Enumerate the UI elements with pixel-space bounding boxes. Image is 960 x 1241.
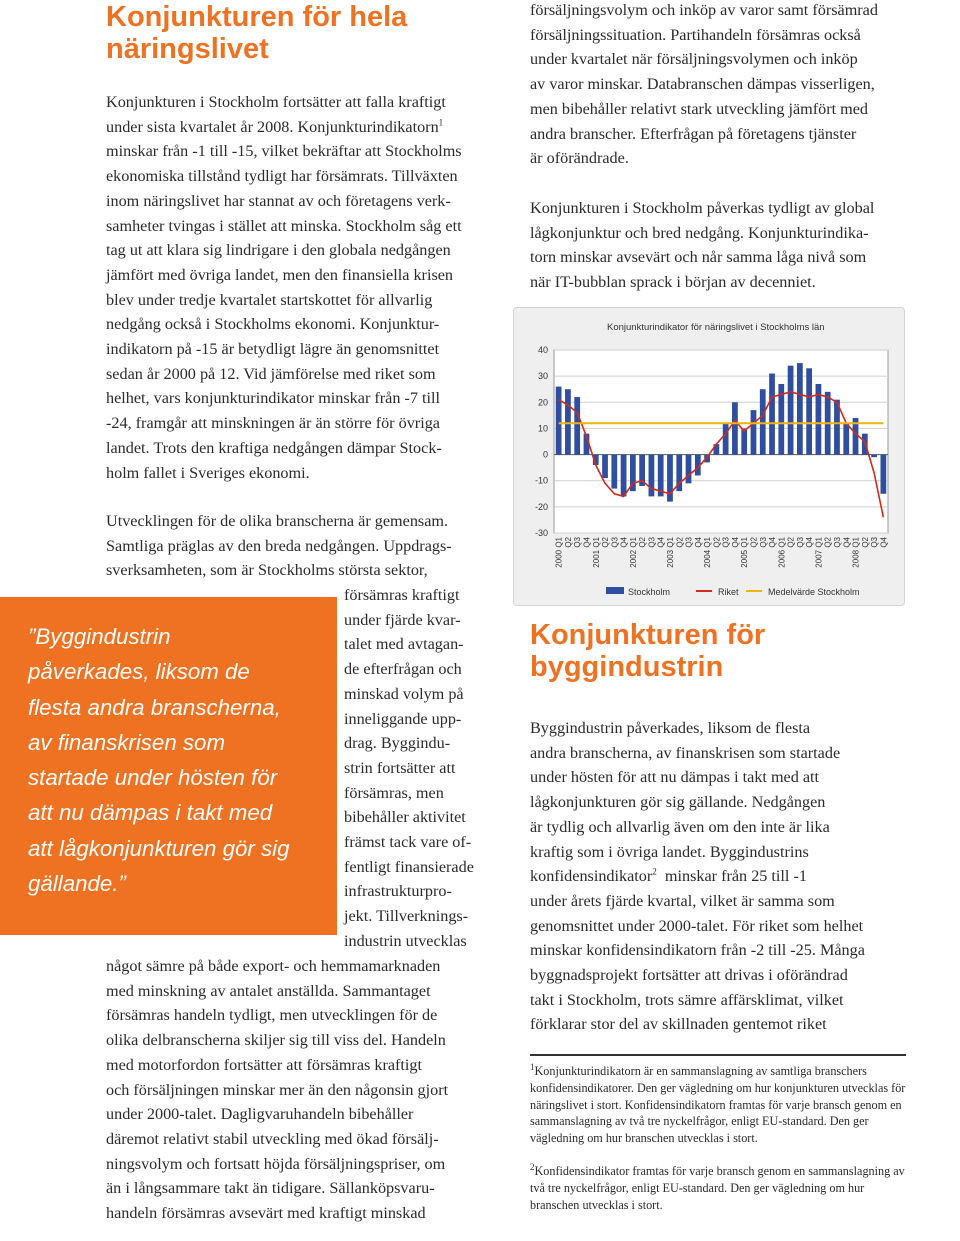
text-line: andra branscher. Efterfrågan på företagens tjänster <box>530 124 857 143</box>
text-line: bibehåller aktivitet <box>344 808 466 827</box>
text-line: under kvartalet när försäljningsvolymen och inköp <box>530 50 858 69</box>
text-line: är tydlig och allvarlig även om den inte är lika <box>530 817 830 836</box>
text-line: försämras handeln tydligt, men utvecklingen för de <box>106 1006 438 1025</box>
x-tick-label: 2001 Q1 <box>591 537 601 568</box>
x-tick-label: 2000 Q1 <box>554 537 564 568</box>
text-line: däremot relativt stabil utveckling med ökad försälj- <box>106 1129 439 1148</box>
text-line: Konjunkturen i Stockholm påverkas tydligt av global <box>530 199 875 217</box>
bar-stockholm <box>760 389 766 454</box>
bar-stockholm <box>788 366 794 455</box>
text-segment: under sista kvartalet år 2008. Konjunkturindikatorn <box>106 117 439 136</box>
x-tick-label: Q4 <box>693 537 703 548</box>
footnote-1 <box>530 1063 906 1147</box>
text-line: drag. Byggindu- <box>344 734 451 753</box>
text-line: främst tack vare of- <box>344 833 472 852</box>
text-line: inom näringslivet har stannat av och företagens verk- <box>106 191 451 210</box>
right-paragraph-1 <box>530 0 906 171</box>
text-line: samheter tvingas i stället att minska. Stockholm såg ett <box>106 216 462 235</box>
bar-stockholm <box>602 455 608 479</box>
text-line: blev under tredje kvartalet startskottet för allvarlig <box>106 290 433 309</box>
footnote-mark: 2 <box>530 1161 535 1172</box>
x-tick-label: 2005 Q1 <box>740 537 750 568</box>
chart-title: Konjunkturindikator för näringslivet i Stockholms län <box>607 322 825 333</box>
text-line: Konjunkturen i Stockholm fortsätter att falla kraftigt <box>106 93 446 111</box>
heading-naringslivet <box>106 1 407 65</box>
x-tick-label: Q3 <box>647 537 657 548</box>
text-line: och försäljningen minskar mer än den någonsin gjort <box>106 1080 449 1099</box>
x-tick-label: Q2 <box>786 537 796 548</box>
text-line: fentligt finansierade <box>344 857 474 876</box>
text-line: med motorfordon fortsätter att försämras kraftigt <box>106 1055 423 1074</box>
legend-swatch-stockholm <box>606 587 624 594</box>
chart-konjunkturindikator <box>513 307 905 606</box>
bar-stockholm <box>649 455 655 497</box>
quote-line: att nu dämpas i takt med <box>28 800 273 826</box>
footnote-text: Konjunkturindikatorn är en sammanslagning av samtliga branschers konfidensindikatorer. Den ger vägledning om hur konjunkturen utvecklas för näringslivet i stort. Konfidensindikatorn framtas för varje bransch genom en sammanslagning av två tre nyckelfrågor, enligt EU-standard. Den ger vägledning om hur branschen utvecklas i stort. <box>530 1064 906 1146</box>
x-tick-label: Q3 <box>795 537 805 548</box>
x-tick-label: 2007 Q1 <box>814 537 824 568</box>
quote-line: att lågkonjunkturen gör sig <box>28 835 290 861</box>
text-line: lågkonjunktur och bred nedgång. Konjunkturindika- <box>530 223 869 242</box>
text-line: industrin utvecklas <box>344 931 467 950</box>
text-line: talet med avtagan- <box>344 635 464 654</box>
bar-stockholm <box>871 455 877 458</box>
footnote-ref-1: 1 <box>438 117 444 128</box>
text-line: sedan år 2000 på 12. Vid jämförelse med riket som <box>106 364 436 383</box>
text-line: försäljningsvolym och inköp av varor samt försämrad <box>530 1 878 19</box>
text-line: lågkonjunkturen gör sig gällande. Nedgången <box>530 793 826 812</box>
bar-stockholm <box>723 423 729 454</box>
y-tick-label: -10 <box>534 475 548 486</box>
footnotes <box>530 1063 906 1213</box>
left-paragraph-2-narrow <box>344 583 481 954</box>
text-line: torn minskar avsevärt och når samma låga nivå som <box>530 248 867 267</box>
pull-quote <box>0 597 337 935</box>
bar-stockholm <box>843 423 849 454</box>
text-line: takt i Stockholm, trots sämre affärsklimat, vilket <box>530 990 844 1009</box>
footnote-2 <box>530 1163 906 1213</box>
bar-stockholm <box>806 368 812 454</box>
bar-stockholm <box>732 402 738 454</box>
text-line: infrastrukturpro- <box>344 882 452 901</box>
bar-stockholm <box>686 455 692 484</box>
quote-line: gällande.” <box>28 871 126 897</box>
bar-stockholm <box>751 410 757 454</box>
x-tick-label: Q4 <box>842 537 852 548</box>
text-line: med minskning av antalet anställda. Sammantaget <box>106 981 431 1000</box>
text-line: byggnadsprojekt fortsätter att drivas i oförändrad <box>530 966 848 985</box>
footnote-ref-2: 2 <box>652 866 657 877</box>
x-tick-label: Q4 <box>879 537 889 548</box>
x-tick-label: Q3 <box>758 537 768 548</box>
text-line: kraftig som i övriga landet. Byggindustrins <box>530 842 809 861</box>
x-tick-label: Q2 <box>712 537 722 548</box>
text-line: under fjärde kvar- <box>344 610 461 629</box>
x-tick-label: Q3 <box>832 537 842 548</box>
chart-x-axis <box>555 536 889 567</box>
text-line: handeln försämras avsevärt med kraftigt minskad <box>106 1204 426 1223</box>
bar-stockholm <box>556 387 562 455</box>
legend-label: Stockholm <box>628 587 671 597</box>
text-line: landet. Trots den kraftiga nedgången dämpar Stock- <box>106 438 442 457</box>
quote-line: flesta andra branscherna, <box>28 694 281 720</box>
text-line: men bibehåller relativt stark utveckling jämfört med <box>530 99 869 118</box>
text-line: genomsnittet under 2000-talet. För riket som helhet <box>530 916 864 935</box>
x-tick-label: Q3 <box>721 537 731 548</box>
bar-stockholm <box>880 455 886 494</box>
y-tick-label: 40 <box>537 345 548 355</box>
quote-line: startade under hösten för <box>28 765 278 791</box>
heading-byggindustrin <box>530 619 765 683</box>
quote-line: ”Byggindustrin <box>28 624 171 649</box>
bar-stockholm <box>574 397 580 455</box>
footnote-mark: 1 <box>530 1061 535 1072</box>
text-line: tag ut att klara sig lindrigare i den globala nedgången <box>106 241 451 260</box>
x-tick-label: 2003 Q1 <box>665 537 675 568</box>
x-tick-label: Q3 <box>610 537 620 548</box>
text-line: något sämre på både export- och hemmamarknaden <box>106 957 441 975</box>
footnote-text: Konfidensindikator framtas för varje bransch genom en sammanslagning av två tre nyckelfrågor, enligt EU-standard. Den ger vägledning om hur branschen utvecklas i stort. <box>530 1163 905 1212</box>
chart-y-axis <box>535 345 548 538</box>
x-tick-label: Q4 <box>582 537 592 548</box>
bar-stockholm <box>621 455 627 497</box>
text-line: när IT-bubblan sprack i början av decenniet. <box>530 273 816 292</box>
bar-stockholm <box>611 455 617 489</box>
x-tick-label: Q2 <box>749 537 759 548</box>
y-tick-label: 20 <box>537 397 548 408</box>
text-line: under årets fjärde kvartal, vilket är samma som <box>530 891 835 910</box>
x-tick-label: Q2 <box>860 537 870 548</box>
x-tick-label: Q4 <box>805 537 815 548</box>
x-tick-label: 2008 Q1 <box>851 537 861 568</box>
text-line: de efterfrågan och <box>344 660 462 679</box>
bar-stockholm <box>565 389 571 454</box>
quote-line: av finanskrisen som <box>28 729 226 755</box>
x-tick-label: Q4 <box>656 537 666 548</box>
text-line: helhet, vars konjunkturindikator minskar från -7 till <box>106 389 441 408</box>
y-tick-label: -20 <box>534 501 548 512</box>
x-tick-label: Q4 <box>619 537 629 548</box>
text-line: än i långsammare takt än tidigare. Sällanköpsvaru- <box>106 1179 435 1198</box>
text-line: minskar konfidensindikatorn från -2 till -25. Många <box>530 941 865 960</box>
left-paragraph-1 <box>106 90 481 485</box>
x-tick-label: Q2 <box>675 537 685 548</box>
x-tick-label: Q4 <box>730 537 740 548</box>
text-line: är oförändrade. <box>530 149 629 168</box>
text-segment: minskar från 25 till -1 <box>664 867 807 886</box>
text-line: indikatorn på -15 är betydligt lägre än genomsnittet <box>106 340 440 359</box>
text-line: av varor minskar. Databranschen dämpas visserligen, <box>530 75 875 94</box>
y-tick-label: -30 <box>534 528 548 538</box>
x-tick-label: Q4 <box>768 537 778 548</box>
text-line: inneliggande upp- <box>344 709 462 728</box>
x-tick-label: 2006 Q1 <box>777 537 787 568</box>
y-tick-label: 30 <box>537 371 548 382</box>
quote-line: påverkades, liksom de <box>28 659 250 685</box>
chart-legend <box>606 587 860 597</box>
x-tick-label: 2002 Q1 <box>628 537 638 568</box>
x-tick-label: Q3 <box>870 537 880 548</box>
x-tick-label: Q2 <box>563 537 573 548</box>
text-line: jekt. Tillverknings- <box>344 907 469 926</box>
x-tick-label: Q2 <box>638 537 648 548</box>
text-line: ningsvolym och fortsatt höjda försäljningspriser, om <box>106 1154 446 1173</box>
legend-label: Medelvärde Stockholm <box>768 587 860 597</box>
text-line: under hösten för att nu dämpas i takt med att <box>530 768 820 787</box>
chart-svg <box>514 308 904 605</box>
text-line: minskar från -1 till -15, vilket bekräftar att Stockholms <box>106 142 462 161</box>
text-line: nedgång också i Stockholms ekonomi. Konjunktur- <box>106 315 440 334</box>
bar-stockholm <box>769 374 775 455</box>
text-line: sverksamheten, som är Stockholms största sektor, <box>106 561 428 580</box>
text-line: förklarar stor del av skillnaden gentemot riket <box>530 1015 827 1034</box>
text-line: försämras kraftigt <box>344 586 460 604</box>
text-line: jämfört med övriga landet, men den finansiella krisen <box>106 265 454 284</box>
text-line: försäljningssituation. Partihandeln försämras också <box>530 25 861 44</box>
text-line: försämras, men <box>344 783 444 802</box>
x-tick-label: Q3 <box>573 537 583 548</box>
heading-line: byggindustrin <box>530 651 724 683</box>
text-line <box>106 115 481 140</box>
bar-stockholm <box>797 363 803 455</box>
heading-line: näringslivet <box>106 33 269 65</box>
y-tick-label: 0 <box>542 449 548 460</box>
heading-line: Konjunkturen för hela <box>106 1 408 33</box>
text-line: Samtliga präglas av den breda nedgången. Uppdrags- <box>106 536 452 555</box>
text-line: olika delbranscherna skiljer sig till viss del. Handeln <box>106 1031 446 1050</box>
bar-stockholm <box>741 428 747 454</box>
text-line: ekonomiska tillstånd tydligt har försämrats. Tillväxten <box>106 167 458 186</box>
left-paragraph-2-top <box>106 509 481 583</box>
text-segment: konfidensindikator <box>530 867 653 886</box>
x-tick-label: Q2 <box>823 537 833 548</box>
text-line <box>530 864 906 889</box>
right-paragraph-3 <box>530 716 906 1037</box>
heading-line: Konjunkturen för <box>530 619 766 651</box>
y-tick-label: 10 <box>537 423 548 434</box>
text-line: Byggindustrin påverkades, liksom de flesta <box>530 719 811 737</box>
text-line: under 2000-talet. Dagligvaruhandeln bibehåller <box>106 1105 414 1124</box>
legend-label: Riket <box>718 587 739 597</box>
text-line: holm fallet i Sveriges ekonomi. <box>106 463 310 482</box>
x-tick-label: Q3 <box>684 537 694 548</box>
text-line: minskad volym på <box>344 684 464 703</box>
x-tick-label: Q2 <box>601 537 611 548</box>
footnote-divider <box>530 1054 906 1056</box>
right-paragraph-2 <box>530 196 906 295</box>
text-line: -24, framgår att minskningen är än större för övriga <box>106 414 440 433</box>
x-tick-label: 2004 Q1 <box>703 537 713 568</box>
text-line: strin fortsätter att <box>344 758 456 777</box>
text-line: Utvecklingen för de olika branscherna är gemensam. <box>106 512 449 530</box>
left-paragraph-2-bottom <box>106 954 481 1226</box>
text-line: andra branscherna, av finanskrisen som startade <box>530 743 841 762</box>
